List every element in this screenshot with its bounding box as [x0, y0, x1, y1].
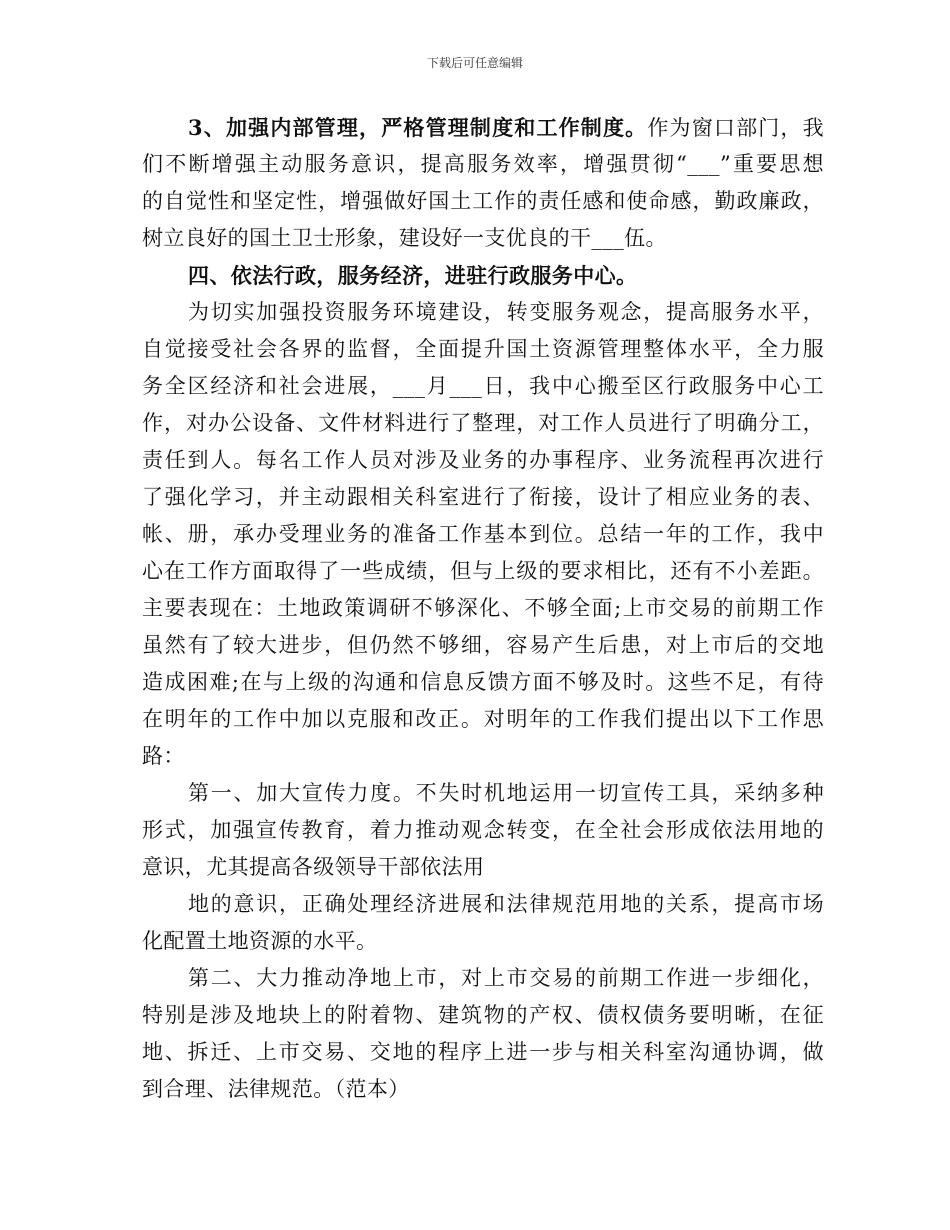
- text-line: 们不断增强主动服务意识，提高服务效率，增强贯彻“___”重要思想: [142, 152, 824, 176]
- text-line: 主要表现在：土地政策调研不够深化、不够全面;上市交易的前期工作: [142, 596, 824, 620]
- text-line: 了强化学习，并主动跟相关科室进行了衔接，设计了相应业务的表、: [142, 485, 824, 509]
- paragraph-internal-management: [142, 109, 824, 257]
- section-heading: [142, 257, 824, 294]
- paragraph-second-point: [142, 960, 824, 1108]
- paragraph-first-point-continued: [142, 886, 824, 960]
- paragraph-service-center: [142, 294, 824, 775]
- text-line: 路：: [142, 744, 185, 768]
- text-line: [142, 109, 824, 146]
- text-line: 在明年的工作中加以克服和改正。对明年的工作我们提出以下工作思: [142, 707, 824, 731]
- text-line: 化配置土地资源的水平。: [142, 929, 378, 953]
- text-line: 第一、加大宣传力度。不失时机地运用一切宣传工具，采纳多种: [188, 781, 824, 805]
- page-header: 下载后可任意编辑: [426, 56, 523, 70]
- text-line: 作，对办公设备、文件材料进行了整理，对工作人员进行了明确分工，: [142, 411, 824, 435]
- text-line: 形式，加强宣传教育，着力推动观念转变，在全社会形成依法用地的: [142, 818, 824, 842]
- paragraph-first-point: [142, 775, 824, 886]
- text-line: 地的意识，正确处理经济进展和法律规范用地的关系，提高市场: [188, 892, 824, 916]
- text-line: 第二、大力推动净地上市，对上市交易的前期工作进一步细化，: [188, 966, 824, 990]
- text-line: 为切实加强投资服务环境建设，转变服务观念，提高服务水平，: [188, 300, 824, 324]
- text-line: 帐、册，承办受理业务的准备工作基本到位。总结一年的工作，我中: [142, 522, 824, 546]
- text-line: 特别是涉及地块上的附着物、建筑物的产权、债权债务要明晰，在征: [142, 1003, 824, 1027]
- text-line: 务全区经济和社会进展，___月___日，我中心搬至区行政服务中心工: [142, 374, 824, 398]
- document-body: [142, 109, 824, 1108]
- text-line: 造成困难;在与上级的沟通和信息反馈方面不够及时。这些不足，有待: [142, 670, 824, 694]
- text-line: 到合理、法律规范。（范本）: [142, 1077, 410, 1101]
- section-heading-text: 四、依法行政，服务经济，进驻行政服务中心。: [188, 263, 638, 288]
- text-line: 自觉接受社会各界的监督，全面提升国土资源管理整体水平，全力服: [142, 337, 824, 361]
- text-line: 心在工作方面取得了一些成绩，但与上级的要求相比，还有不小差距。: [142, 559, 824, 583]
- text-line: 的自觉性和坚定性，增强做好国土工作的责任感和使命感，勤政廉政，: [142, 189, 824, 213]
- text-line: 地、拆迁、上市交易、交地的程序上进一步与相关科室沟通协调，做: [142, 1040, 824, 1064]
- line-text: 作为窗口部门，我: [647, 116, 825, 140]
- text-line: 虽然有了较大进步，但仍然不够细，容易产生后患，对上市后的交地: [142, 633, 824, 657]
- bold-heading: 3、加强内部管理，严格管理制度和工作制度。: [188, 115, 648, 140]
- text-line: 意识，尤其提高各级领导干部依法用: [142, 855, 485, 879]
- text-line: 责任到人。每名工作人员对涉及业务的办事程序、业务流程再次进行: [142, 448, 824, 472]
- text-line: 树立良好的国土卫士形象，建设好一支优良的干___伍。: [142, 226, 667, 250]
